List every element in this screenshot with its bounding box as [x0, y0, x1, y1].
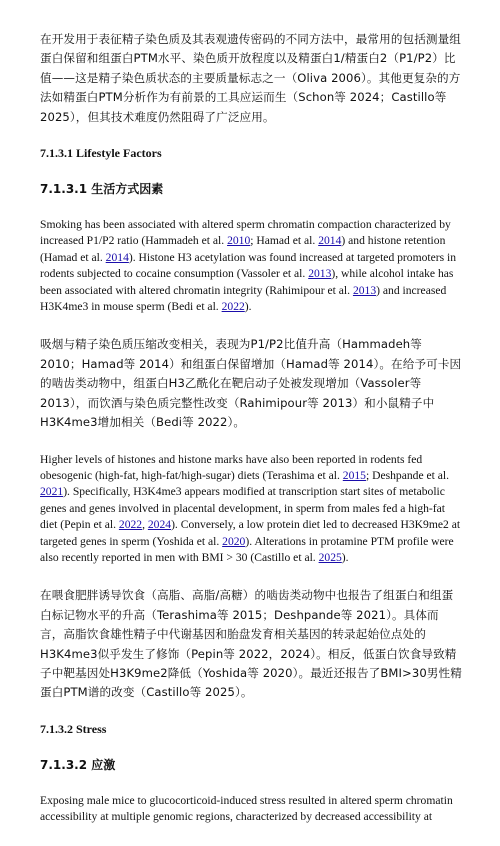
citation-link[interactable]: 2022: [118, 518, 143, 532]
citation-link[interactable]: 2025: [318, 550, 342, 564]
paragraph-zh-intro: 在开发用于表征精子染色质及其表观遗传密码的不同方法中，最常用的包括测量组蛋白保留和组蛋白PTM水平、染色质开放程度以及精蛋白1/精蛋白2（P1/P2）比值——这是精子染色质状态的主要质量标志之一（Oliva 2006）。其他更复杂的方法如精蛋白PTM分析作为有前景的工具应运而生（Schon等 2024；Castillo等 2025），但其技术难度仍然阻碍了广泛应用。: [40, 32, 461, 124]
citation-link[interactable]: 2015: [342, 468, 366, 482]
document-page: [40, 30, 462, 846]
citation-link[interactable]: 2022: [221, 300, 245, 314]
paragraph-en-diet: Higher levels of histones and histone marks have also been reported in rodents fed obesogenic (high-fat, high-fat/high-sugar) diets (Terashima et al. 2015; Deshpande et al. 2021). Specifically, H3K4me3 appears modified at transcription start sites of metabolic genes and genes involved in placental development, in sperm from males fed a high-fat diet (Pepin et al. 2022, 2024). Conversely, a low protein diet led to decreased H3K9me2 at targeted genes in sperm (Yoshida et al. 2020). Alterations in protamine PTM profile were also recently reported in men with BMI > 30 (Castillo et al. 2025).: [40, 452, 461, 564]
citation-link[interactable]: 2013: [308, 267, 332, 281]
citation-link[interactable]: 2024: [147, 518, 172, 532]
citation-link[interactable]: 2010: [227, 234, 251, 248]
section-heading-stress-en: 7.1.3.2 Stress: [40, 721, 107, 736]
paragraph-en-smoking: Smoking has been associated with altered sperm chromatin compaction characterized by increased P1/P2 ratio (Hammadeh et al. 2010; Hamad et al. 2014) and histone retention (Hamad et al. 2014). Histone H3 acetylation was found increased at targeted promoters in rodents subjected to cocaine consumption (Vassoler et al. 2013), while alcohol intake has been associated with altered chromatin integrity (Rahimipour et al. 2013) and increased H3K4me3 in mouse sperm (Bedi et al. 2022).: [40, 218, 457, 314]
citation-link[interactable]: 2014: [318, 234, 342, 248]
section-heading-lifestyle-en: 7.1.3.1 Lifestyle Factors: [40, 146, 162, 161]
paragraph-zh-diet: 在喂食肥胖诱导饮食（高脂、高脂/高糖）的啮齿类动物中也报告了组蛋白和组蛋白标记物水平的升高（Terashima等 2015；Deshpande等 2021）。具体而言，高脂饮食雄性精子中代谢基因和胎盘发育相关基因的转录起始位点处的H3K4me3似乎发生了修饰（Pepin等 2022，2024）。相反，低蛋白饮食导致精子中靶基因处H3K9me2降低（Yoshida等 2020）。最近还报告了BMI>30男性精蛋白PTM谱的改变（Castillo等 2025）。: [40, 588, 462, 700]
citation-link[interactable]: 2021: [40, 485, 64, 499]
citation-link[interactable]: 2013: [352, 283, 377, 297]
citation-link[interactable]: 2020: [222, 534, 246, 548]
citation-link[interactable]: 2014: [105, 250, 129, 264]
section-heading-lifestyle-zh: 7.1.3.1 生活方式因素: [40, 182, 164, 197]
paragraph-en-stress: Exposing male mice to glucocorticoid-induced stress resulted in altered sperm chromatin accessibility at multiple genomic regions, characterized by decreased accessibility at: [40, 793, 453, 824]
section-heading-stress-zh: 7.1.3.2 应激: [40, 757, 116, 772]
paragraph-zh-smoking: 吸烟与精子染色质压缩改变相关，表现为P1/P2比值升高（Hammadeh等 2010；Hamad等 2014）和组蛋白保留增加（Hamad等 2014）。在给予可卡因的啮齿类动物中，组蛋白H3乙酰化在靶启动子处被发现增加（Vassoler等 2013），而饮酒与染色质完整性改变（Rahimipour等 2013）和小鼠精子中H3K4me3增加相关（Bedi等 2022）。: [40, 337, 462, 430]
